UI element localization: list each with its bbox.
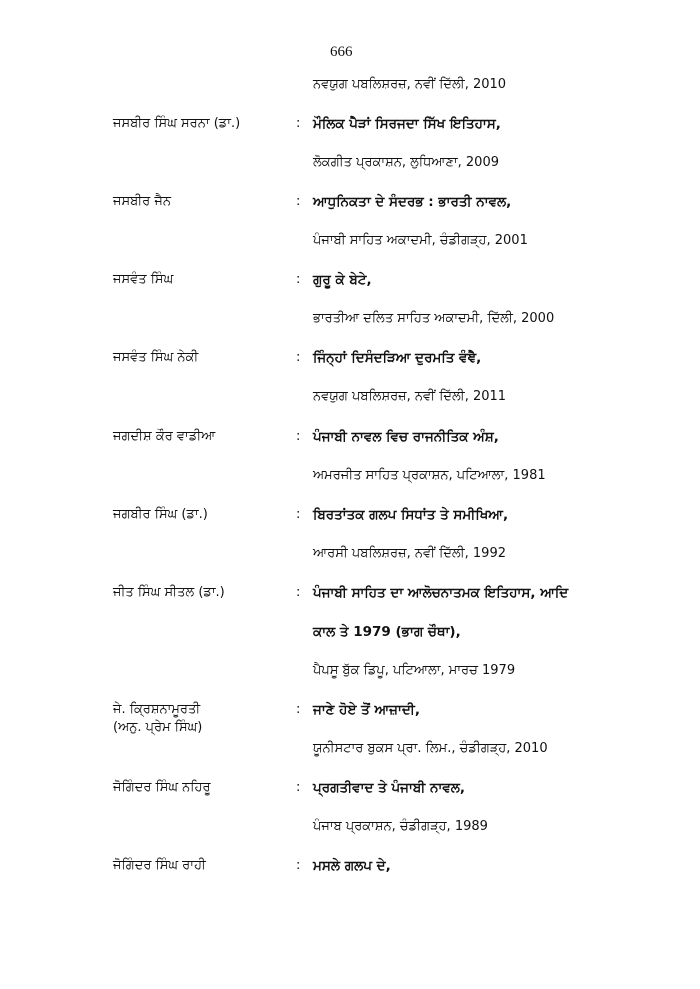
entry-publisher: ਆਰਸੀ ਪਬਲਿਸ਼ਰਜ਼, ਨਵੀਂ ਦਿੱਲੀ, 1992 [313,546,506,561]
entry-author: ਜਗਦੀਸ਼ ਕੌਰ ਵਾਡੀਆ [113,429,216,444]
entry-publisher: ਪੰਜਾਬ ਪ੍ਰਕਾਸ਼ਨ, ਚੰਡੀਗੜ੍ਹ, 1989 [313,819,488,834]
entry-title: ਪੰਜਾਬੀ ਨਾਵਲ ਵਿਚ ਰਾਜਨੀਤਿਕ ਅੰਸ਼, [313,429,499,445]
entry-title-continued: ਕਾਲ ਤੇ 1979 (ਭਾਗ ਚੌਥਾ), [313,624,461,640]
entry-separator: : [296,858,301,873]
entry-publisher: ਲੋਕਗੀਤ ਪ੍ਰਕਾਸ਼ਨ, ਲੁਧਿਆਣਾ, 2009 [313,155,499,170]
entry-separator: : [296,194,301,209]
entry-separator: : [296,507,301,522]
entry-publisher: ਪੈਪਸੂ ਬੁੱਕ ਡਿਪੂ, ਪਟਿਆਲਾ, ਮਾਰਚ 1979 [313,663,516,678]
entry-title: ਜਿੰਨ੍ਹਾਂ ਦਿਸੰਦੜਿਆ ਦੁਰਮਤਿ ਵੰਞੈ, [313,350,482,366]
entry-author: ਜਸਵੰਤ ਸਿੰਘ ਨੇਕੀ [113,350,199,365]
entry-separator: : [296,702,301,717]
entry-title: ਬਿਰਤਾਂਤਕ ਗਲਪ ਸਿਧਾਂਤ ਤੇ ਸਮੀਖਿਆ, [313,507,509,523]
entry-author: ਜੋਗਿੰਦਰ ਸਿੰਘ ਨਹਿਰੂ [113,780,211,795]
entry-title: ਮਸਲੇ ਗਲਪ ਦੇ, [313,858,391,874]
entry-separator: : [296,350,301,365]
page-number: 666 [330,44,353,60]
entry-title: ਜਾਣੇ ਹੋਏ ਤੋਂ ਆਜ਼ਾਦੀ, [313,702,420,718]
entry-separator: : [296,585,301,600]
entry-publisher: ਭਾਰਤੀਆ ਦਲਿਤ ਸਾਹਿਤ ਅਕਾਦਮੀ, ਦਿੱਲੀ, 2000 [313,311,555,326]
entry-author: ਜੋਗਿੰਦਰ ਸਿੰਘ ਰਾਹੀ [113,858,206,873]
entry-publisher: ਪੰਜਾਬੀ ਸਾਹਿਤ ਅਕਾਦਮੀ, ਚੰਡੀਗੜ੍ਹ, 2001 [313,233,528,248]
entry-author: ਜੀਤ ਸਿੰਘ ਸੀਤਲ (ਡਾ.) [113,585,225,600]
entry-title: ਗੁਰੂ ਕੇ ਬੇਟੇ, [313,272,372,288]
entry-author: ਜੇ. ਕ੍ਰਿਸ਼ਨਾਮੂਰਤੀ [113,702,201,717]
entry-author: ਜਸਬੀਰ ਜੈਨ [113,194,171,209]
entry-title: ਪੰਜਾਬੀ ਸਾਹਿਤ ਦਾ ਆਲੋਚਨਾਤਮਕ ਇਤਿਹਾਸ, ਆਦਿ [313,585,569,601]
entry-publisher: ਅਮਰਜੀਤ ਸਾਹਿਤ ਪ੍ਰਕਾਸ਼ਨ, ਪਟਿਆਲਾ, 1981 [313,468,546,483]
entry-separator: : [296,429,301,444]
entry-title: ਮੌਲਿਕ ਪੈੜਾਂ ਸਿਰਜਦਾ ਸਿੱਖ ਇਤਿਹਾਸ, [313,116,501,132]
entry-separator: : [296,272,301,287]
entry-author: ਜਸਵੰਤ ਸਿੰਘ [113,272,174,287]
entry-publisher: ਨਵਯੁਗ ਪਬਲਿਸ਼ਰਜ਼, ਨਵੀਂ ਦਿੱਲੀ, 2011 [313,389,507,404]
entry-separator: : [296,116,301,131]
entry-author: ਜਸਬੀਰ ਸਿੰਘ ਸਰਨਾ (ਡਾ.) [113,116,241,131]
entry-author-translator: (ਅਨੁ. ਪ੍ਰੇਮ ਸਿੰਘ) [113,720,203,735]
entry-title: ਆਧੁਨਿਕਤਾ ਦੇ ਸੰਦਰਭ : ਭਾਰਤੀ ਨਾਵਲ, [313,194,512,210]
entry-publisher: ਯੂਨੀਸਟਾਰ ਬੁਕਸ ਪ੍ਰਾ. ਲਿਮ., ਚੰਡੀਗੜ੍ਹ, 2010 [313,741,548,756]
entry-separator: : [296,780,301,795]
entry-author: ਜਗਬੀਰ ਸਿੰਘ (ਡਾ.) [113,507,208,522]
entry-title: ਪ੍ਰਗਤੀਵਾਦ ਤੇ ਪੰਜਾਬੀ ਨਾਵਲ, [313,780,466,796]
continuation-publisher: ਨਵਯੁਗ ਪਬਲਿਸ਼ਰਜ਼, ਨਵੀਂ ਦਿੱਲੀ, 2010 [313,77,507,92]
